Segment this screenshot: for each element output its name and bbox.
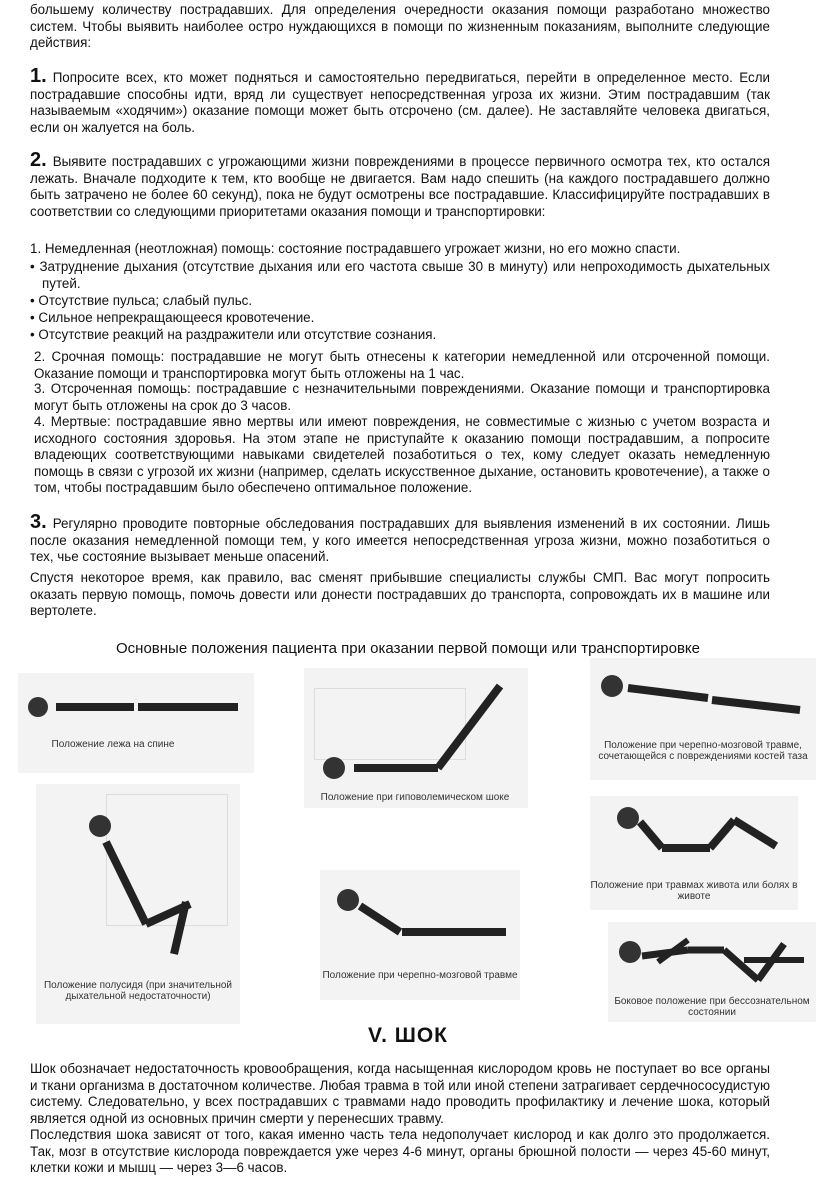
caption-semi-sitting: Положение полусидя (при значительной дыхательной недостаточности): [43, 980, 233, 1002]
figure-supine: [18, 673, 254, 773]
step-2-number: 2.: [30, 149, 47, 171]
bullet-bleeding: • Сильное непрекращающееся кровотечение.: [30, 310, 315, 325]
intro-paragraph: большему количеству пострадавших. Для определения очередности оказания помощи разработано множество систем. Чтобы выявить наиболее остро нуждающихся в помощи по жизненным показаниям, выполните следующие действия:: [30, 2, 770, 51]
step-3-number: 3.: [30, 511, 47, 533]
priority-2: 2. Срочная помощь: пострадавшие не могут быть отнесены к категории немедленной или отсроченной помощи. Оказание помощи и транспортировка могут быть отложены на 1 час.: [34, 349, 770, 381]
smp-paragraph: Спустя некоторое время, как правило, вас сменят прибывшие специалисты службы СМП. Вас могут попросить оказать первую помощь, помочь довести или донести пострадавших до транспорта, сопровождать их в машине или вертолете.: [30, 570, 770, 619]
figure-hypovolemic: [304, 668, 528, 808]
bullet-pulse: • Отсутствие пульса; слабый пульс.: [30, 293, 253, 308]
figure-abdomen: [590, 796, 798, 910]
step-2-paragraph: [30, 149, 770, 220]
caption-supine: Положение лежа на спине: [51, 739, 175, 750]
figure-tbi: [320, 870, 520, 1000]
step-3-paragraph: [30, 511, 770, 566]
section-title-shock: V. ШОК: [367, 1024, 448, 1047]
caption-hypovolemic: Положение при гиповолемическом шоке: [320, 792, 510, 803]
caption-lateral: Боковое положение при бессознательном состоянии: [614, 996, 810, 1018]
figure-lateral: [608, 922, 816, 1022]
figure-tbi-pelvis: [590, 658, 816, 780]
hypovolemic-drawing: [304, 668, 528, 808]
priority-4: 4. Мертвые: пострадавшие явно мертвы или имеют повреждения, не совместимые с жизнью с учетом возраста и исходного состояния здоровья. На этом этапе не приступайте к оказанию помощи пострадавшим, а попросите владеющих соответствующими навыками свидетелей позаботиться о тех, кому следует оказать немедленную помощь в связи с угрозой их жизни (например, сделать искусственное дыхание, остановить кровотечение), а также о том, чтобы пострадавшим было обеспечено оптимальное положение.: [34, 414, 770, 496]
caption-tbi-pelvis: Положение при черепно-мозговой травме, сочетающейся с повреждениями костей таза: [598, 740, 808, 762]
shock-paragraph-2: Последствия шока зависят от того, какая именно часть тела недополучает кислород и как долго это продолжается. Так, мозг в отсутствие кислорода повреждается уже через 4-6 минут, органы брюшной полости — через 45-60 минут, клетки кожи и мышц — через 3—6 часов.: [30, 1127, 770, 1176]
caption-abdomen: Положение при травмах живота или болях в животе: [590, 880, 798, 902]
bullet-breathing: • Затруднение дыхания (отсутствие дыхания или его частота свыше 30 в минуту) или непроходимость дыхательных путей.: [30, 259, 770, 291]
shock-paragraph-1: Шок обозначает недостаточность кровообращения, когда насыщенная кислородом кровь не поступает во все органы и ткани организма в достаточном количестве. Любая травма в той или иной степени затрагивает сердечнососудистую систему. Следовательно, у всех пострадавших с травмами надо проводить профилактику и лечение шока, который является одной из основных причин смерти у перенесших травму.: [30, 1061, 770, 1126]
step-2-text: Выявите пострадавших с угрожающими жизни повреждениями в процессе первичного осмотра тех, кто остался лежать. Вначале подходите к тем, кто вообще не двигается. Вам надо спешить (на каждого пострадавшего должно быть затрачено не более 60 секунд), пока не будут осмотрены все пострадавшие. Классифицируйте пострадавших в соответствии со следующими приоритетами оказания помощи и транспортировки:: [30, 154, 770, 219]
figures-title: Основные положения пациента при оказании первой помощи или транспортировке: [116, 640, 700, 657]
caption-tbi: Положение при черепно-мозговой травме: [322, 970, 518, 981]
step-1-paragraph: [30, 65, 770, 136]
step-1-text: Попросите всех, кто может подняться и самостоятельно передвигаться, перейти в определенное место. Если пострадавшие способны идти, вряд ли существует непосредственная угроза их жизни. Этим пострадавшим (так называемым «ходячим») оказание помощи может быть отсрочено (см. далее). Не заставляйте человека двигаться, если он жалуется на боль.: [30, 70, 770, 135]
step-1-number: 1.: [30, 65, 47, 87]
supine-drawing: [18, 673, 254, 773]
step-3-text: Регулярно проводите повторные обследования пострадавших для выявления изменений в их состоянии. Лишь после оказания немедленной помощи тем, у кого имеется непосредственная угроза жизни, можно позаботиться о тех, чье состояние вызывает меньше опасений.: [30, 516, 770, 565]
priority-1: 1. Немедленная (неотложная) помощь: состояние пострадавшего угрожает жизни, но его можно спасти.: [30, 241, 681, 256]
priority-3: 3. Отсроченная помощь: пострадавшие с незначительными повреждениями. Оказание помощи и транспортировка могут быть отложены на срок до 3 часов.: [34, 381, 770, 413]
bullet-consciousness: • Отсутствие реакций на раздражители или отсутствие сознания.: [30, 327, 437, 342]
figure-semi-sitting: [36, 784, 240, 1024]
